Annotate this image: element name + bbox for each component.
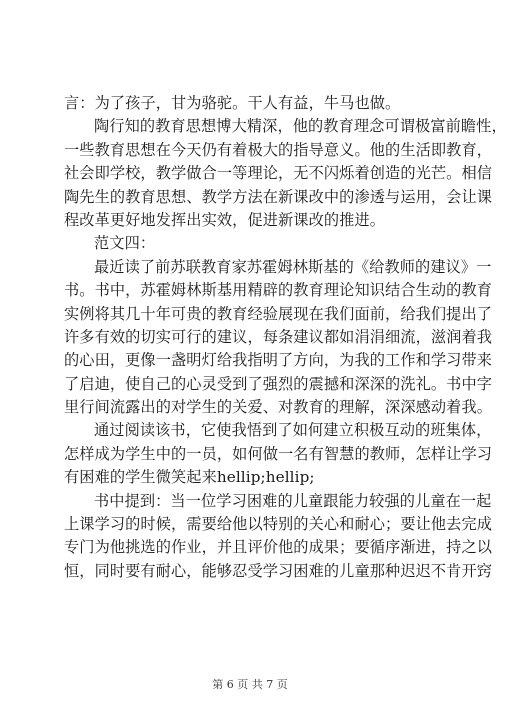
paragraph-line: 怎样成为学生中的一员，如何做一名有智慧的教师，怎样让学习 <box>64 444 493 463</box>
paragraph-line: 陶行知的教育思想博大精深，他的教育理念可谓极富前瞻性， <box>94 117 507 136</box>
paragraph-line: 书。书中，苏霍姆林斯基用精辟的教育理论知识结合生动的教育 <box>64 281 493 300</box>
paragraph-line: 的心田，更像一盏明灯给我指明了方向，为我的工作和学习带来 <box>64 351 493 370</box>
document-body <box>64 92 507 583</box>
paragraph-line: 社会即学校，教学做合一等理论，无不闪烁着创造的光芒。相信 <box>64 164 493 183</box>
section-heading: 范文四： <box>94 234 156 253</box>
page-number-footer: 第 6 页 共 7 页 <box>212 678 288 691</box>
paragraph-line: 专门为他挑选的作业，并且评价他的成果；要循序渐进，持之以 <box>64 538 493 557</box>
paragraph-line: 许多有效的切实可行的建议，每条建议都如涓涓细流，滋润着我 <box>64 327 493 346</box>
paragraph-line: 书中提到：当一位学习困难的儿童跟能力较强的儿童在一起 <box>94 491 492 510</box>
paragraph-line: 了启迪，使自己的心灵受到了强烈的震撼和深深的洗礼。书中字 <box>64 374 493 393</box>
paragraph-line: 程改革更好地发挥出实效，促进新课改的推进。 <box>64 210 386 229</box>
paragraph-line: 上课学习的时候，需要给他以特别的关心和耐心；要让他去完成 <box>64 515 493 534</box>
paragraph-line: 实例将其几十年可贵的教育经验展现在我们面前，给我们提出了 <box>64 304 493 323</box>
paragraph-line: 通过阅读该书，它使我悟到了如何建立积极互动的班集体， <box>94 421 492 440</box>
paragraph-line: 有困难的学生微笑起来hellip;hellip; <box>64 468 315 487</box>
paragraph-line: 恒，同时要有耐心，能够忍受学习困难的儿童那种迟迟不肯开窍 <box>64 561 493 580</box>
paragraph-line: 言：为了孩子，甘为骆驼。干人有益，牛马也做。 <box>64 94 401 112</box>
paragraph-line: 一些教育思想在今天仍有着极大的指导意义。他的生活即教育， <box>64 140 493 159</box>
paragraph-line: 陶先生的教育思想、教学方法在新课改中的渗透与运用，会让课 <box>64 187 493 206</box>
paragraph-line: 里行间流露出的对学生的关爱、对教育的理解，深深感动着我。 <box>64 398 493 417</box>
paragraph-line: 最近读了前苏联教育家苏霍姆林斯基的《给教师的建议》一 <box>94 257 492 276</box>
